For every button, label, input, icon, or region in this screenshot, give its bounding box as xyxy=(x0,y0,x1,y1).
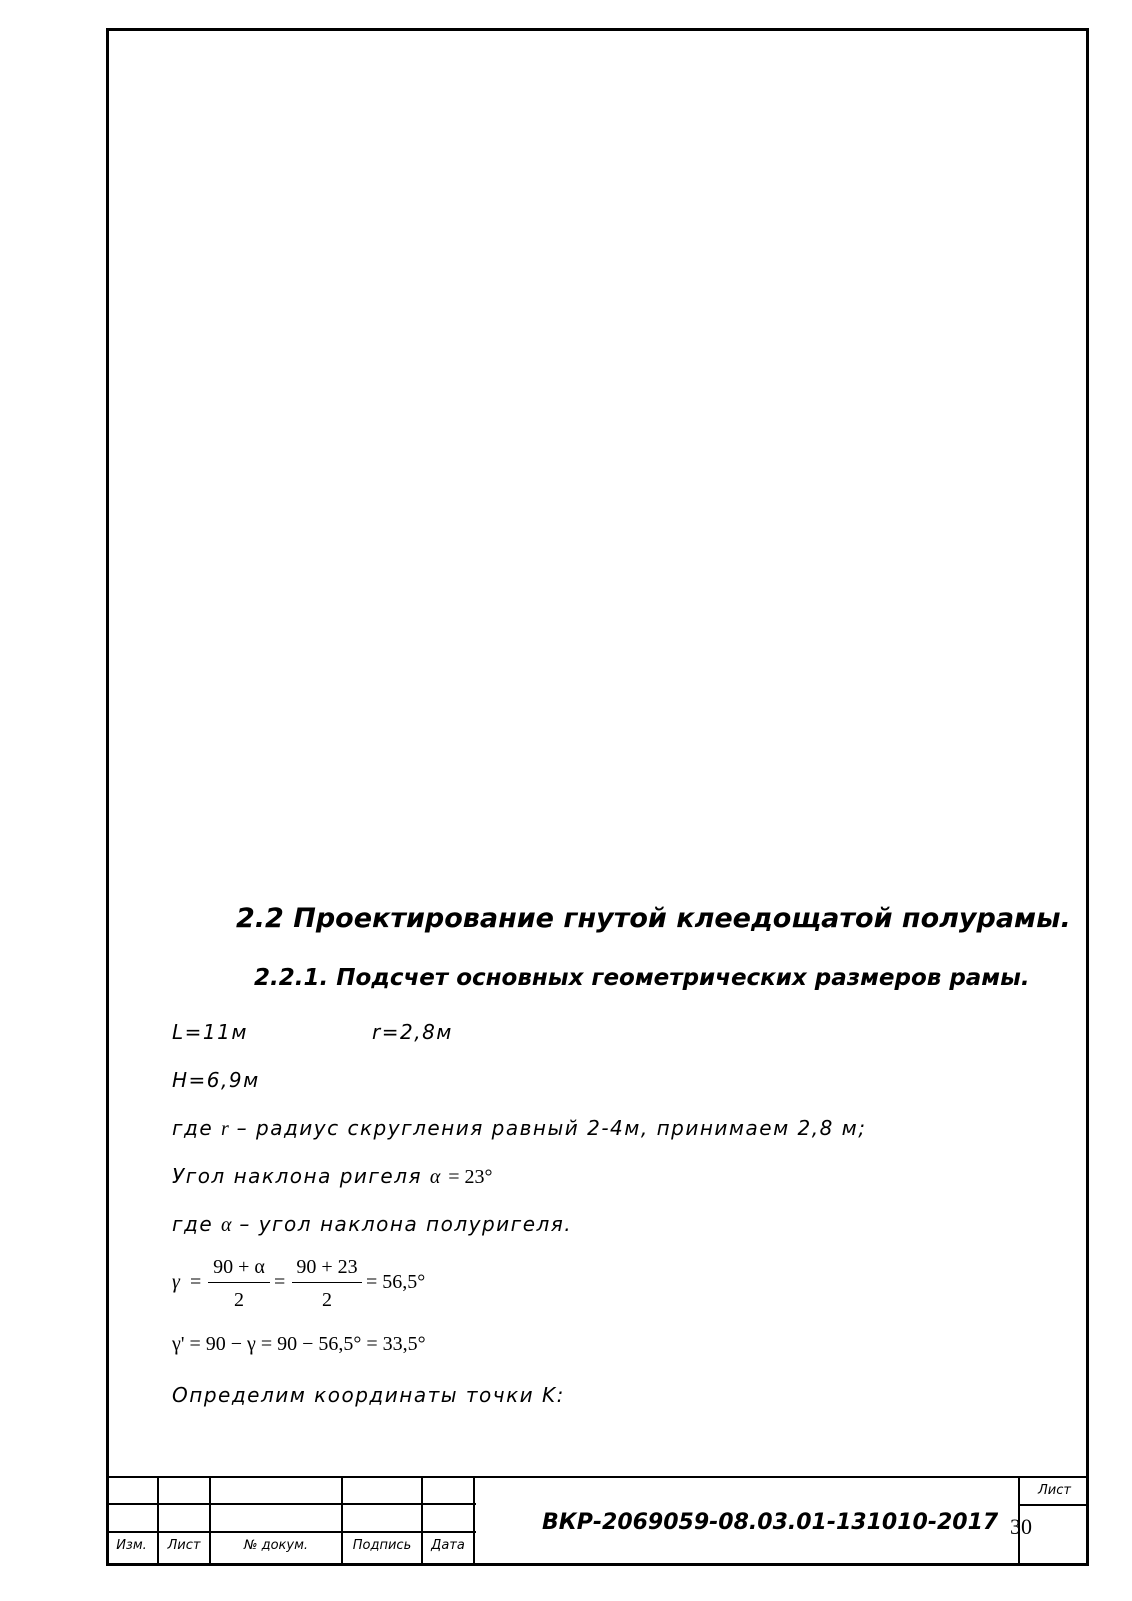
stamp-date-label: Дата xyxy=(431,1538,465,1553)
stamp-izm-label: Изм. xyxy=(116,1538,147,1553)
height-value: H=6,9м xyxy=(172,1068,260,1092)
sheet-label: Лист xyxy=(1038,1483,1071,1498)
stamp-list-label: Лист xyxy=(167,1538,201,1553)
section-subtitle: 2.2.1. Подсчет основных геометрических размеров рамы. xyxy=(254,965,1030,991)
sheet-label-line xyxy=(1018,1504,1089,1506)
slope-line xyxy=(172,1164,493,1189)
stamp-col-5 xyxy=(473,1476,475,1566)
where-word-2: где xyxy=(172,1212,214,1236)
radius-symbol: r xyxy=(221,1118,229,1140)
stamp-doc-label: № докум. xyxy=(243,1538,309,1553)
alpha-symbol: α xyxy=(429,1166,441,1188)
equals-sign-1: = xyxy=(190,1271,202,1293)
fraction-1-numerator: 90 + α xyxy=(208,1256,270,1283)
slope-text: Угол наклона ригеля xyxy=(172,1164,423,1188)
alpha-description xyxy=(172,1212,572,1237)
fraction-2-numerator: 90 + 23 xyxy=(292,1256,362,1283)
radius-description xyxy=(172,1116,867,1141)
gamma-prime-formula: γ' = 90 − γ = 90 − 56,5° = 33,5° xyxy=(172,1333,426,1355)
point-k-line: Определим координаты точки K: xyxy=(172,1383,565,1407)
fraction-1 xyxy=(208,1256,270,1312)
fraction-2-denominator: 2 xyxy=(322,1289,332,1311)
radius-value: r=2,8м xyxy=(372,1020,453,1044)
slope-value: = 23° xyxy=(448,1166,493,1188)
sheet-number: 30 xyxy=(1010,1514,1032,1539)
title-block xyxy=(106,1478,1089,1566)
equals-sign-2: = xyxy=(274,1271,286,1293)
section-title: 2.2 Проектирование гнутой клеедощатой полурамы. xyxy=(236,903,1071,934)
stamp-sign-label: Подпись xyxy=(352,1538,412,1553)
gamma-symbol: γ xyxy=(172,1271,180,1293)
gamma-result: = 56,5° xyxy=(366,1271,426,1293)
alpha-text: – угол наклона полуригеля. xyxy=(239,1212,573,1236)
where-word: где xyxy=(172,1116,214,1140)
stamp-top-border xyxy=(106,1476,1089,1478)
span-value: L=11м xyxy=(172,1020,248,1044)
fraction-2 xyxy=(292,1256,362,1312)
fraction-1-denominator: 2 xyxy=(234,1289,244,1311)
radius-text: – радиус скругления равный 2-4м, принимаем 2,8 м; xyxy=(236,1116,867,1140)
document-code: ВКР-2069059-08.03.01-131010-2017 xyxy=(542,1510,999,1535)
alpha-symbol-2: α xyxy=(221,1214,232,1236)
